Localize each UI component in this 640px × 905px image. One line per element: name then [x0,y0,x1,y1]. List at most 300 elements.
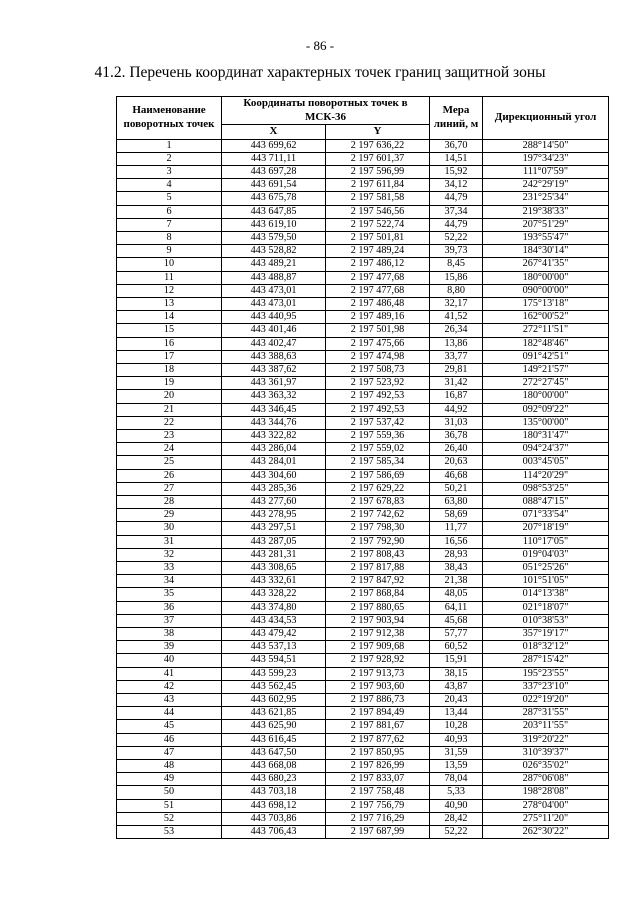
table-row [117,469,609,482]
table-row [117,311,609,324]
y-coordinate-cell: 2 197 477,68 [326,284,430,297]
y-coordinate-cell: 2 197 586,69 [326,469,430,482]
direction-angle-cell: 197°34'23" [483,152,609,165]
table-row [117,575,609,588]
table-row [117,218,609,231]
line-length-cell: 8,80 [430,284,483,297]
table-row [117,733,609,746]
line-length-cell: 26,40 [430,443,483,456]
direction-angle-cell: 198°28'08" [483,786,609,799]
x-coordinate-cell: 443 304,60 [222,469,326,482]
point-number-cell: 35 [117,588,222,601]
coordinates-table [116,96,609,839]
point-number-cell: 4 [117,179,222,192]
x-coordinate-cell: 443 668,08 [222,760,326,773]
line-length-cell: 58,69 [430,509,483,522]
y-coordinate-cell: 2 197 913,73 [326,667,430,680]
line-length-cell: 41,52 [430,311,483,324]
header-x: X [222,125,326,140]
table-row [117,826,609,839]
table-row [117,760,609,773]
direction-angle-cell: 101°51'05" [483,575,609,588]
point-number-cell: 7 [117,218,222,231]
direction-angle-cell: 110°17'05" [483,535,609,548]
page-number: - 86 - [305,38,335,53]
point-number-cell: 43 [117,694,222,707]
x-coordinate-cell: 443 703,18 [222,786,326,799]
x-coordinate-cell: 443 286,04 [222,443,326,456]
table-row [117,271,609,284]
line-length-cell: 20,63 [430,456,483,469]
point-number-cell: 18 [117,363,222,376]
table-row [117,720,609,733]
table-row [117,297,609,310]
y-coordinate-cell: 2 197 687,99 [326,826,430,839]
x-coordinate-cell: 443 281,31 [222,548,326,561]
table-row [117,707,609,720]
point-number-cell: 44 [117,707,222,720]
y-coordinate-cell: 2 197 817,88 [326,562,430,575]
y-coordinate-cell: 2 197 581,58 [326,192,430,205]
x-coordinate-cell: 443 363,32 [222,390,326,403]
point-number-cell: 47 [117,746,222,759]
y-coordinate-cell: 2 197 826,99 [326,760,430,773]
table-row [117,363,609,376]
table-row [117,628,609,641]
table-row [117,482,609,495]
y-coordinate-cell: 2 197 636,22 [326,139,430,152]
x-coordinate-cell: 443 579,50 [222,231,326,244]
direction-angle-cell: 180°31'47" [483,429,609,442]
point-number-cell: 25 [117,456,222,469]
point-number-cell: 16 [117,337,222,350]
x-coordinate-cell: 443 706,43 [222,826,326,839]
y-coordinate-cell: 2 197 559,02 [326,443,430,456]
direction-angle-cell: 090°00'00" [483,284,609,297]
table-row [117,377,609,390]
line-length-cell: 64,11 [430,601,483,614]
line-length-cell: 15,86 [430,271,483,284]
y-coordinate-cell: 2 197 894,49 [326,707,430,720]
x-coordinate-cell: 443 332,61 [222,575,326,588]
x-coordinate-cell: 443 621,85 [222,707,326,720]
y-coordinate-cell: 2 197 489,24 [326,245,430,258]
line-length-cell: 10,28 [430,720,483,733]
section-title: 41.2. Перечень координат характерных точек границ защитной зоны [94,64,546,81]
line-length-cell: 34,12 [430,179,483,192]
point-number-cell: 51 [117,799,222,812]
x-coordinate-cell: 443 284,01 [222,456,326,469]
line-length-cell: 28,42 [430,812,483,825]
point-number-cell: 45 [117,720,222,733]
y-coordinate-cell: 2 197 629,22 [326,482,430,495]
line-length-cell: 44,92 [430,403,483,416]
direction-angle-cell: 091°42'51" [483,350,609,363]
line-length-cell: 33,77 [430,350,483,363]
line-length-cell: 36,78 [430,429,483,442]
line-length-cell: 21,38 [430,575,483,588]
point-number-cell: 20 [117,390,222,403]
point-number-cell: 30 [117,522,222,535]
y-coordinate-cell: 2 197 486,48 [326,297,430,310]
line-length-cell: 44,79 [430,218,483,231]
point-number-cell: 26 [117,469,222,482]
line-length-cell: 26,34 [430,324,483,337]
table-row [117,812,609,825]
line-length-cell: 29,81 [430,363,483,376]
direction-angle-cell: 319°20'22" [483,733,609,746]
line-length-cell: 40,93 [430,733,483,746]
x-coordinate-cell: 443 285,36 [222,482,326,495]
direction-angle-cell: 019°04'03" [483,548,609,561]
point-number-cell: 50 [117,786,222,799]
line-length-cell: 50,21 [430,482,483,495]
table-row [117,350,609,363]
y-coordinate-cell: 2 197 537,42 [326,416,430,429]
line-length-cell: 16,56 [430,535,483,548]
direction-angle-cell: 180°00'00" [483,271,609,284]
table-row [117,535,609,548]
y-coordinate-cell: 2 197 903,60 [326,680,430,693]
line-length-cell: 13,44 [430,707,483,720]
line-length-cell: 15,92 [430,165,483,178]
y-coordinate-cell: 2 197 833,07 [326,773,430,786]
table-row [117,152,609,165]
table-row [117,614,609,627]
y-coordinate-cell: 2 197 492,53 [326,403,430,416]
direction-angle-cell: 114°20'29" [483,469,609,482]
y-coordinate-cell: 2 197 886,73 [326,694,430,707]
direction-angle-cell: 092°09'22" [483,403,609,416]
line-length-cell: 38,43 [430,562,483,575]
direction-angle-cell: 010°38'53" [483,614,609,627]
y-coordinate-cell: 2 197 758,48 [326,786,430,799]
point-number-cell: 17 [117,350,222,363]
table-row [117,231,609,244]
line-length-cell: 52,22 [430,231,483,244]
x-coordinate-cell: 443 703,86 [222,812,326,825]
x-coordinate-cell: 443 434,53 [222,614,326,627]
x-coordinate-cell: 443 479,42 [222,628,326,641]
point-number-cell: 27 [117,482,222,495]
direction-angle-cell: 135°00'00" [483,416,609,429]
point-number-cell: 38 [117,628,222,641]
table-row [117,139,609,152]
header-y: Y [326,125,430,140]
table-row [117,786,609,799]
line-length-cell: 52,22 [430,826,483,839]
direction-angle-cell: 094°24'37" [483,443,609,456]
x-coordinate-cell: 443 594,51 [222,654,326,667]
direction-angle-cell: 111°07'59" [483,165,609,178]
point-number-cell: 42 [117,680,222,693]
point-number-cell: 52 [117,812,222,825]
point-number-cell: 24 [117,443,222,456]
y-coordinate-cell: 2 197 847,92 [326,575,430,588]
x-coordinate-cell: 443 562,45 [222,680,326,693]
point-number-cell: 13 [117,297,222,310]
x-coordinate-cell: 443 537,13 [222,641,326,654]
table-row [117,667,609,680]
line-length-cell: 40,90 [430,799,483,812]
table-row [117,390,609,403]
y-coordinate-cell: 2 197 508,73 [326,363,430,376]
point-number-cell: 19 [117,377,222,390]
point-number-cell: 22 [117,416,222,429]
y-coordinate-cell: 2 197 868,84 [326,588,430,601]
x-coordinate-cell: 443 374,80 [222,601,326,614]
x-coordinate-cell: 443 346,45 [222,403,326,416]
y-coordinate-cell: 2 197 756,79 [326,799,430,812]
x-coordinate-cell: 443 277,60 [222,495,326,508]
direction-angle-cell: 272°11'51" [483,324,609,337]
table-row [117,680,609,693]
direction-angle-cell: 207°18'19" [483,522,609,535]
header-coordinates: Координаты поворотных точек в МСК-36 [222,97,430,125]
direction-angle-cell: 051°25'26" [483,562,609,575]
x-coordinate-cell: 443 287,05 [222,535,326,548]
x-coordinate-cell: 443 647,85 [222,205,326,218]
x-coordinate-cell: 443 322,82 [222,429,326,442]
direction-angle-cell: 287°06'08" [483,773,609,786]
table-row [117,746,609,759]
point-number-cell: 21 [117,403,222,416]
table-row [117,654,609,667]
header-direction-angle: Дирекционный угол [483,97,609,140]
line-length-cell: 31,42 [430,377,483,390]
direction-angle-cell: 018°32'12" [483,641,609,654]
direction-angle-cell: 337°23'10" [483,680,609,693]
y-coordinate-cell: 2 197 475,66 [326,337,430,350]
x-coordinate-cell: 443 599,23 [222,667,326,680]
table-row [117,562,609,575]
y-coordinate-cell: 2 197 881,67 [326,720,430,733]
table-row [117,192,609,205]
line-length-cell: 5,33 [430,786,483,799]
y-coordinate-cell: 2 197 909,68 [326,641,430,654]
x-coordinate-cell: 443 616,45 [222,733,326,746]
line-length-cell: 48,05 [430,588,483,601]
x-coordinate-cell: 443 328,22 [222,588,326,601]
direction-angle-cell: 182°48'46" [483,337,609,350]
direction-angle-cell: 088°47'15" [483,495,609,508]
line-length-cell: 36,70 [430,139,483,152]
y-coordinate-cell: 2 197 522,74 [326,218,430,231]
y-coordinate-cell: 2 197 501,81 [326,231,430,244]
table-row [117,429,609,442]
y-coordinate-cell: 2 197 798,30 [326,522,430,535]
point-number-cell: 3 [117,165,222,178]
x-coordinate-cell: 443 473,01 [222,297,326,310]
y-coordinate-cell: 2 197 477,68 [326,271,430,284]
table-row [117,443,609,456]
line-length-cell: 45,68 [430,614,483,627]
point-number-cell: 46 [117,733,222,746]
direction-angle-cell: 272°27'45" [483,377,609,390]
table-row [117,324,609,337]
line-length-cell: 78,04 [430,773,483,786]
line-length-cell: 14,51 [430,152,483,165]
x-coordinate-cell: 443 699,62 [222,139,326,152]
table-row [117,641,609,654]
line-length-cell: 11,77 [430,522,483,535]
x-coordinate-cell: 443 344,76 [222,416,326,429]
table-row [117,337,609,350]
direction-angle-cell: 014°13'38" [483,588,609,601]
point-number-cell: 11 [117,271,222,284]
point-number-cell: 33 [117,562,222,575]
x-coordinate-cell: 443 625,90 [222,720,326,733]
point-number-cell: 5 [117,192,222,205]
x-coordinate-cell: 443 680,23 [222,773,326,786]
x-coordinate-cell: 443 278,95 [222,509,326,522]
point-number-cell: 2 [117,152,222,165]
x-coordinate-cell: 443 440,95 [222,311,326,324]
direction-angle-cell: 262°30'22" [483,826,609,839]
line-length-cell: 15,91 [430,654,483,667]
y-coordinate-cell: 2 197 585,34 [326,456,430,469]
x-coordinate-cell: 443 697,28 [222,165,326,178]
x-coordinate-cell: 443 647,50 [222,746,326,759]
y-coordinate-cell: 2 197 523,92 [326,377,430,390]
table-row [117,205,609,218]
y-coordinate-cell: 2 197 486,12 [326,258,430,271]
direction-angle-cell: 310°39'37" [483,746,609,759]
x-coordinate-cell: 443 488,87 [222,271,326,284]
direction-angle-cell: 288°14'50" [483,139,609,152]
x-coordinate-cell: 443 388,63 [222,350,326,363]
x-coordinate-cell: 443 297,51 [222,522,326,535]
point-number-cell: 37 [117,614,222,627]
direction-angle-cell: 219°38'33" [483,205,609,218]
y-coordinate-cell: 2 197 742,62 [326,509,430,522]
x-coordinate-cell: 443 308,65 [222,562,326,575]
point-number-cell: 36 [117,601,222,614]
y-coordinate-cell: 2 197 489,16 [326,311,430,324]
point-number-cell: 53 [117,826,222,839]
y-coordinate-cell: 2 197 912,38 [326,628,430,641]
table-row [117,258,609,271]
line-length-cell: 28,93 [430,548,483,561]
table-row [117,245,609,258]
line-length-cell: 63,80 [430,495,483,508]
direction-angle-cell: 180°00'00" [483,390,609,403]
table-row [117,601,609,614]
line-length-cell: 13,59 [430,760,483,773]
point-number-cell: 49 [117,773,222,786]
table-row [117,694,609,707]
table-row [117,509,609,522]
x-coordinate-cell: 443 361,97 [222,377,326,390]
header-point-name: Наименование поворотных точек [117,97,222,140]
x-coordinate-cell: 443 698,12 [222,799,326,812]
point-number-cell: 23 [117,429,222,442]
x-coordinate-cell: 443 675,78 [222,192,326,205]
point-number-cell: 40 [117,654,222,667]
line-length-cell: 46,68 [430,469,483,482]
point-number-cell: 29 [117,509,222,522]
line-length-cell: 13,86 [430,337,483,350]
point-number-cell: 31 [117,535,222,548]
point-number-cell: 12 [117,284,222,297]
direction-angle-cell: 184°30'14" [483,245,609,258]
line-length-cell: 57,77 [430,628,483,641]
table-row [117,773,609,786]
line-length-cell: 20,43 [430,694,483,707]
line-length-cell: 43,87 [430,680,483,693]
table-row [117,179,609,192]
table-row [117,588,609,601]
point-number-cell: 32 [117,548,222,561]
direction-angle-cell: 022°19'20" [483,694,609,707]
direction-angle-cell: 026°35'02" [483,760,609,773]
y-coordinate-cell: 2 197 808,43 [326,548,430,561]
line-length-cell: 31,03 [430,416,483,429]
y-coordinate-cell: 2 197 501,98 [326,324,430,337]
table-row [117,284,609,297]
point-number-cell: 39 [117,641,222,654]
y-coordinate-cell: 2 197 596,99 [326,165,430,178]
y-coordinate-cell: 2 197 850,95 [326,746,430,759]
point-number-cell: 28 [117,495,222,508]
x-coordinate-cell: 443 711,11 [222,152,326,165]
x-coordinate-cell: 443 401,46 [222,324,326,337]
point-number-cell: 1 [117,139,222,152]
direction-angle-cell: 071°33'54" [483,509,609,522]
header-line-length: Мера линий, м [430,97,483,140]
direction-angle-cell: 242°29'19" [483,179,609,192]
x-coordinate-cell: 443 473,01 [222,284,326,297]
y-coordinate-cell: 2 197 792,90 [326,535,430,548]
x-coordinate-cell: 443 402,47 [222,337,326,350]
y-coordinate-cell: 2 197 601,37 [326,152,430,165]
y-coordinate-cell: 2 197 928,92 [326,654,430,667]
x-coordinate-cell: 443 489,21 [222,258,326,271]
line-length-cell: 31,59 [430,746,483,759]
table-row [117,416,609,429]
x-coordinate-cell: 443 602,95 [222,694,326,707]
y-coordinate-cell: 2 197 559,36 [326,429,430,442]
point-number-cell: 48 [117,760,222,773]
point-number-cell: 14 [117,311,222,324]
point-number-cell: 6 [117,205,222,218]
line-length-cell: 8,45 [430,258,483,271]
direction-angle-cell: 231°25'34" [483,192,609,205]
line-length-cell: 39,73 [430,245,483,258]
table-row [117,403,609,416]
direction-angle-cell: 357°19'17" [483,628,609,641]
y-coordinate-cell: 2 197 880,65 [326,601,430,614]
line-length-cell: 37,34 [430,205,483,218]
table-row [117,522,609,535]
line-length-cell: 44,79 [430,192,483,205]
x-coordinate-cell: 443 528,82 [222,245,326,258]
point-number-cell: 10 [117,258,222,271]
direction-angle-cell: 175°13'18" [483,297,609,310]
direction-angle-cell: 193°55'47" [483,231,609,244]
y-coordinate-cell: 2 197 903,94 [326,614,430,627]
direction-angle-cell: 003°45'05" [483,456,609,469]
x-coordinate-cell: 443 619,10 [222,218,326,231]
direction-angle-cell: 278°04'00" [483,799,609,812]
line-length-cell: 16,87 [430,390,483,403]
point-number-cell: 34 [117,575,222,588]
point-number-cell: 15 [117,324,222,337]
direction-angle-cell: 162°00'52" [483,311,609,324]
point-number-cell: 8 [117,231,222,244]
direction-angle-cell: 275°11'20" [483,812,609,825]
direction-angle-cell: 267°41'35" [483,258,609,271]
